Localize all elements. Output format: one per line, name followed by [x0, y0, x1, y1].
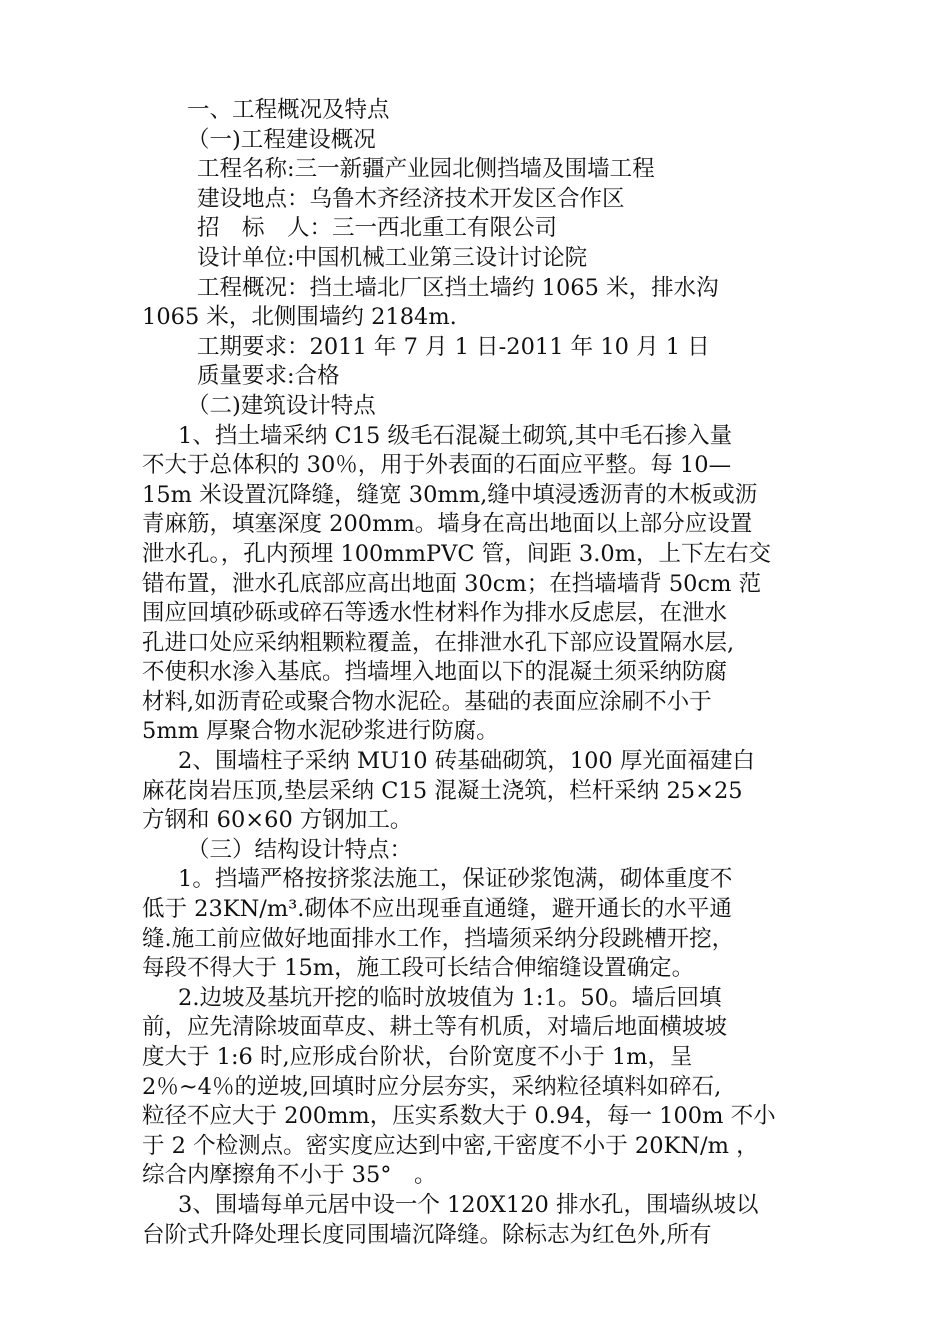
paragraph-line: 2％~4％的逆坡,回填时应分层夯实，采纳粒径填料如碎石, [142, 1073, 722, 1100]
paragraph-line: 综合内摩擦角不小于 35° 。 [142, 1162, 437, 1189]
design-unit-line: 设计单位:中国机械工业第三设计讨论院 [197, 244, 588, 271]
paragraph-line: 度大于 1:6 时,应形成台阶状，台阶宽度不小于 1m，呈 [142, 1044, 693, 1070]
paragraph-line: 低于 23KN/m³.砌体不应出现垂直通缝，避开通长的水平通 [142, 896, 732, 923]
paragraph-line: 麻花岗岩压顶,垫层采纳 C15 混凝土浇筑，栏杆采纳 25×25 [142, 777, 743, 804]
paragraph-line: 不大于总体积的 30％，用于外表面的石面应平整。每 10— [142, 452, 732, 479]
paragraph-line: 于 2 个检测点。密实度应达到中密,干密度不小于 20KN/m ， [142, 1132, 759, 1159]
paragraph-line: 台阶式升降处理长度同围墙沉降缝。除标志为红色外,所有 [142, 1221, 712, 1248]
paragraph-line: 2.边坡及基坑开挖的临时放坡值为 1:1。50。墙后回填 [178, 984, 722, 1011]
paragraph-line: 缝.施工前应做好地面排水工作，挡墙须采纳分段跳槽开挖， [142, 925, 735, 952]
paragraph-line: 孔进口处应采纳粗颗粒覆盖，在排泄水孔下部应设置隔水层, [142, 629, 735, 656]
section-heading: 一、工程概况及特点 [187, 97, 390, 123]
paragraph-line: 5mm 厚聚合物水泥砂浆进行防腐。 [142, 718, 499, 745]
tenderer-line: 招 标 人：三一西北重工有限公司 [197, 215, 558, 242]
paragraph-line: 前，应先清除坡面草皮、耕土等有机质，对墙后地面横坡坡 [142, 1014, 728, 1041]
project-overview-line: 工程概况：挡土墙北厂区挡土墙约 1065 米，排水沟 [197, 274, 719, 301]
paragraph-line: 材料,如沥青砼或聚合物水泥砼。基础的表面应涂刷不小于 [142, 688, 712, 715]
paragraph-line: 1、挡土墙采纳 C15 级毛石混凝土砌筑,其中毛石掺入量 [178, 422, 733, 449]
subsection-heading: （二)建筑设计特点 [187, 392, 376, 419]
paragraph-line: 1。挡墙严格按挤浆法施工，保证砂浆饱满，砌体重度不 [178, 866, 733, 893]
project-name-line: 工程名称:三一新疆产业园北侧挡墙及围墙工程 [197, 156, 655, 183]
paragraph-line: 粒径不应大于 200mm，压实系数大于 0.94，每一 100m 不小 [142, 1103, 776, 1130]
subsection-heading: （一)工程建设概况 [187, 126, 376, 153]
subsection-heading: （三）结构设计特点： [187, 836, 413, 863]
quality-line: 质量要求:合格 [197, 363, 340, 390]
paragraph-line: 泄水孔。，孔内预埋 100mmPVC 管，间距 3.0m，上下左右交 [142, 540, 772, 567]
paragraph-line: 不使积水渗入基底。挡墙埋入地面以下的混凝土须采纳防腐 [142, 659, 728, 686]
document-body [142, 96, 810, 1250]
paragraph-line: 错布置，泄水孔底部应高出地面 30cm；在挡墙墙背 50cm 范 [142, 570, 762, 597]
project-overview-line: 1065 米，北侧围墙约 2184m. [142, 304, 457, 331]
construction-site-line: 建设地点：乌鲁木齐经济技术开发区合作区 [197, 185, 625, 212]
paragraph-line: 方钢和 60×60 方钢加工。 [142, 807, 413, 834]
paragraph-line: 青麻筋，填塞深度 200mm。墙身在高出地面以上部分应设置 [142, 511, 753, 538]
paragraph-line: 每段不得大于 15m，施工段可长结合伸缩缝设置确定。 [142, 955, 695, 982]
paragraph-line: 15m 米设置沉降缝，缝宽 30mm,缝中填浸透沥青的木板或沥 [142, 481, 758, 508]
paragraph-line: 3、围墙每单元居中设一个 120X120 排水孔，围墙纵坡以 [178, 1191, 759, 1218]
paragraph-line: 围应回填砂砾或碎石等透水性材料作为排水反虑层，在泄水 [142, 600, 728, 627]
paragraph-line: 2、围墙柱子采纳 MU10 砖基础砌筑，100 厚光面福建白 [178, 748, 755, 775]
schedule-line: 工期要求：2011 年 7 月 1 日-2011 年 10 月 1 日 [197, 333, 710, 360]
